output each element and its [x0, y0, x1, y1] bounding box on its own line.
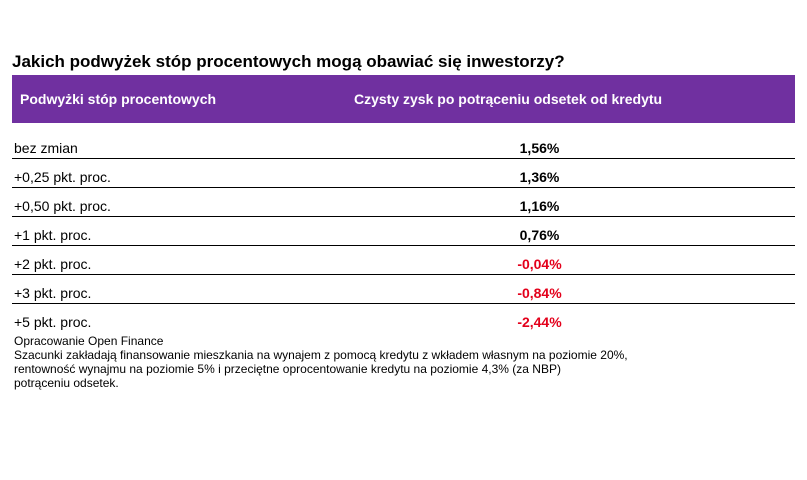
row-value: 0,76% [284, 217, 795, 246]
row-label: +3 pkt. proc. [12, 275, 284, 304]
row-value-negative: -0,84% [284, 275, 795, 304]
table-row [12, 246, 795, 275]
row-label: +1 pkt. proc. [12, 217, 284, 246]
row-label: +2 pkt. proc. [12, 246, 284, 275]
table-row [12, 188, 795, 217]
row-label: +5 pkt. proc. [14, 314, 92, 330]
footnotes [12, 334, 795, 390]
header-rate-hikes: Podwyżki stóp procentowych [12, 75, 284, 123]
table-header [12, 75, 795, 123]
row-label: bez zmian [12, 123, 284, 159]
table-body [12, 123, 795, 332]
table-row [12, 304, 795, 333]
row-value-negative: -0,04% [284, 246, 795, 275]
assumption-note-line-3: potrąceniu odsetek. [14, 376, 119, 390]
row-value: 1,36% [284, 159, 795, 188]
row-label: +0,50 pkt. proc. [12, 188, 284, 217]
header-row [12, 75, 795, 123]
table-row [12, 217, 795, 246]
row-value-negative: -2,44% [517, 314, 562, 330]
assumption-note-line-2: rentowność wynajmu na poziomie 5% i przeciętne oprocentowanie kredytu na poziomie 4,3% (za NBP) [14, 362, 561, 376]
table-row [12, 123, 795, 159]
row-label: +0,25 pkt. proc. [12, 159, 284, 188]
rate-hike-table [12, 75, 795, 332]
row-value: 1,56% [284, 123, 795, 159]
header-net-profit: Czysty zysk po potrąceniu odsetek od kredytu [284, 75, 795, 123]
document-body [12, 52, 795, 390]
table-row [12, 159, 795, 188]
row-value: 1,16% [284, 188, 795, 217]
page-title: Jakich podwyżek stóp procentowych mogą obawiać się inwestorzy? [12, 52, 565, 71]
source-note: Opracowanie Open Finance [14, 334, 164, 348]
table-row [12, 275, 795, 304]
assumption-note-line-1: Szacunki zakładają finansowanie mieszkania na wynajem z pomocą kredytu z wkładem własnym na poziomie 20%, [14, 348, 628, 362]
